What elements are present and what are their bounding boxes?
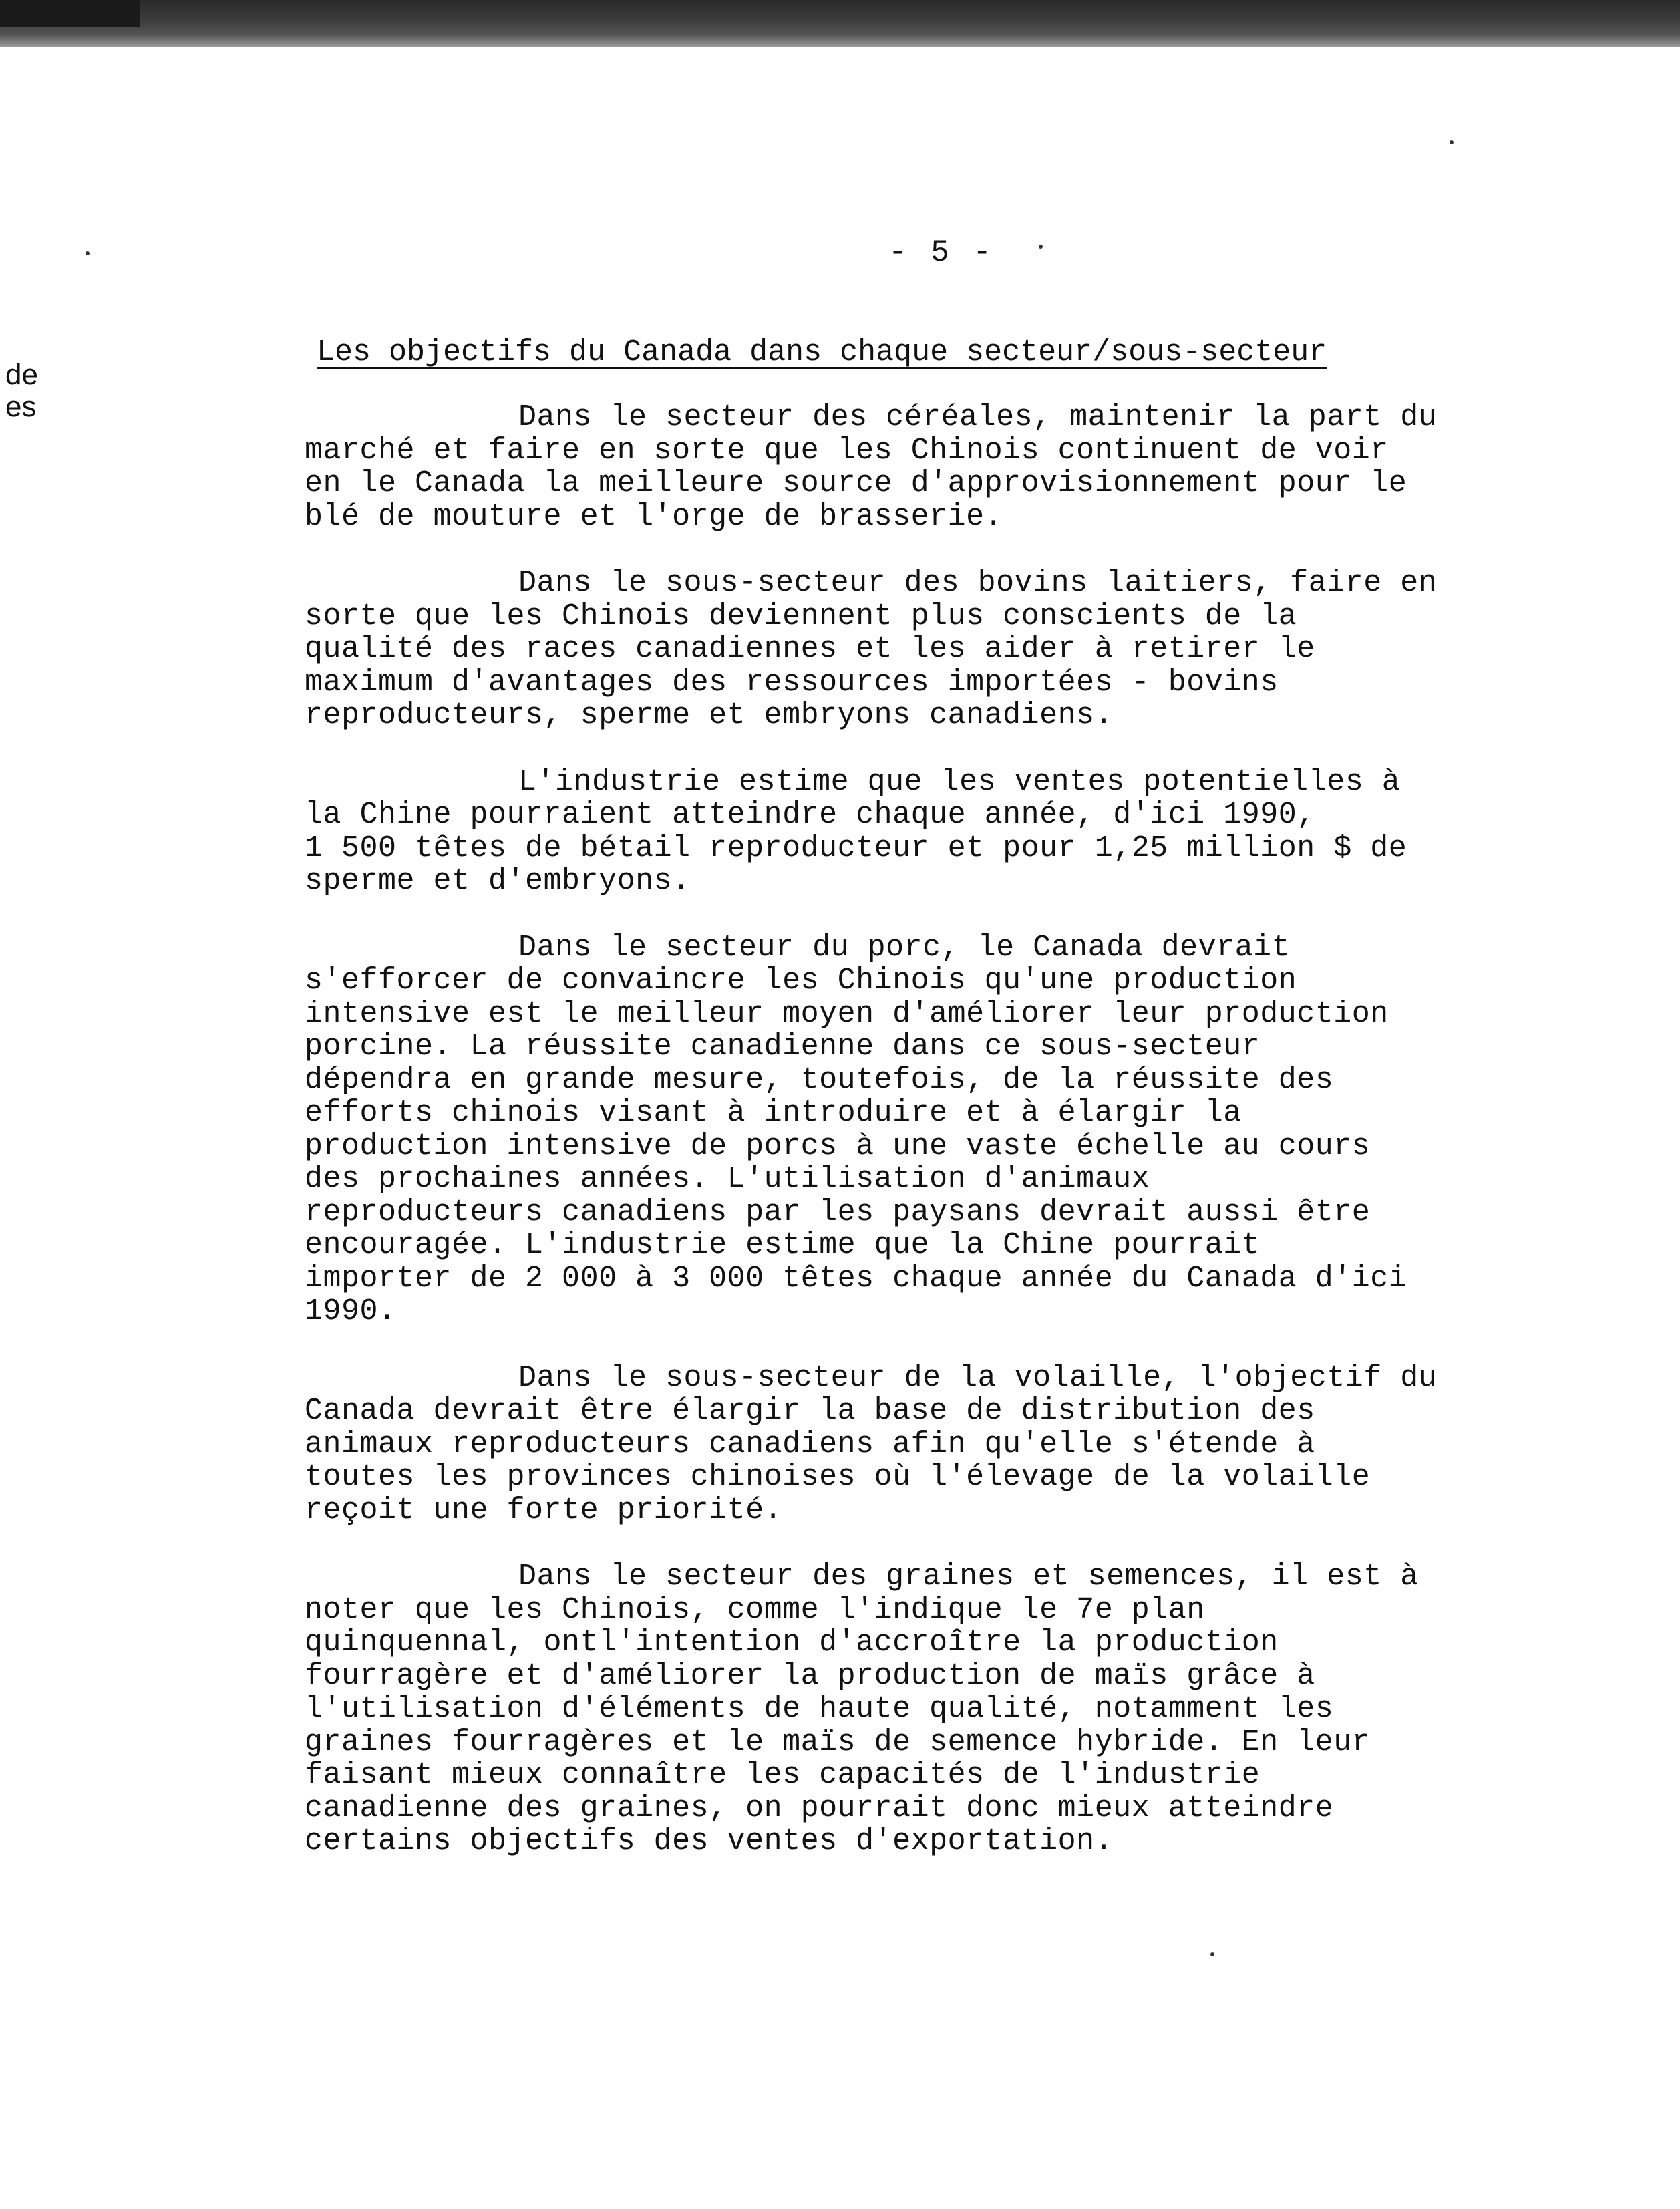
scan-speck — [1450, 140, 1454, 144]
page-number: - 5 - — [888, 235, 995, 270]
body-text — [305, 401, 1560, 1892]
paragraph-dairy-cattle: Dans le sous-secteur des bovins laitiers, faire en sorte que les Chinois deviennent plus conscients de la qualité des races canadiennes et les aider à retirer le maximum d'avantages des ressources importées - bovins reproducteurs, sperme et embryons canadiens. — [305, 566, 1438, 732]
scan-speck — [1210, 1952, 1214, 1956]
section-heading: Les objectifs du Canada dans chaque secteur/sous-secteur — [317, 335, 1327, 370]
margin-fragment: de — [5, 358, 38, 391]
paragraph-cereals: Dans le secteur des céréales, maintenir la part du marché et faire en sorte que les Chinois continuent de voir en le Canada la meilleure source d'approvisionnement pour le blé de mouture et l'orge de brasserie. — [305, 400, 1438, 534]
margin-fragment: es — [5, 390, 37, 423]
scan-speck — [86, 251, 90, 255]
paragraph-poultry: Dans le sous-secteur de la volaille, l'objectif du Canada devrait être élargir la base de distribution des animaux reproducteurs canadiens afin qu'elle s'étende à toutes les provinces chinoises où l'élevage de la volaille reçoit une forte priorité. — [305, 1360, 1438, 1527]
scan-edge-bar — [0, 0, 1680, 47]
scan-speck — [1039, 245, 1043, 249]
paragraph-seeds: Dans le secteur des graines et semences, il est à noter que les Chinois, comme l'indique le 7e plan quinquennal, ontl'intention d'accroître la production fourragère et d'améliorer la production de maïs grâce à l'utilisation d'éléments de haute qualité, notamment les graines fourragères et le maïs de semence hybride. En leur faisant mieux connaître les capacités de l'industrie canadienne des graines, on pourrait donc mieux atteindre certains objectifs des ventes d'exportation. — [305, 1560, 1419, 1858]
paragraph-industry-estimate: L'industrie estime que les ventes potentielles à la Chine pourraient atteindre chaque année, d'ici 1990, 1 500 têtes de bétail reproducteur et pour 1,25 million $ de sperme et d'embryons. — [305, 764, 1407, 898]
paragraph-pork: Dans le secteur du porc, le Canada devrait s'efforcer de convaincre les Chinois qu'une production intensive est le meilleur moyen d'améliorer leur production porcine. La réussite canadienne dans ce sous-secteur dépendra en grande mesure, toutefois, de la réussite des efforts chinois visant à introduire et à élargir la production intensive de porcs à une vaste échelle au cours des prochaines années. L'utilisation d'animaux reproducteurs canadiens par les paysans devrait aussi être encouragée. L'industrie estime que la Chine pourrait importer de 2 000 à 3 000 têtes chaque année du Canada d'ici 1990. — [305, 930, 1407, 1328]
scan-edge-corner — [0, 0, 140, 27]
